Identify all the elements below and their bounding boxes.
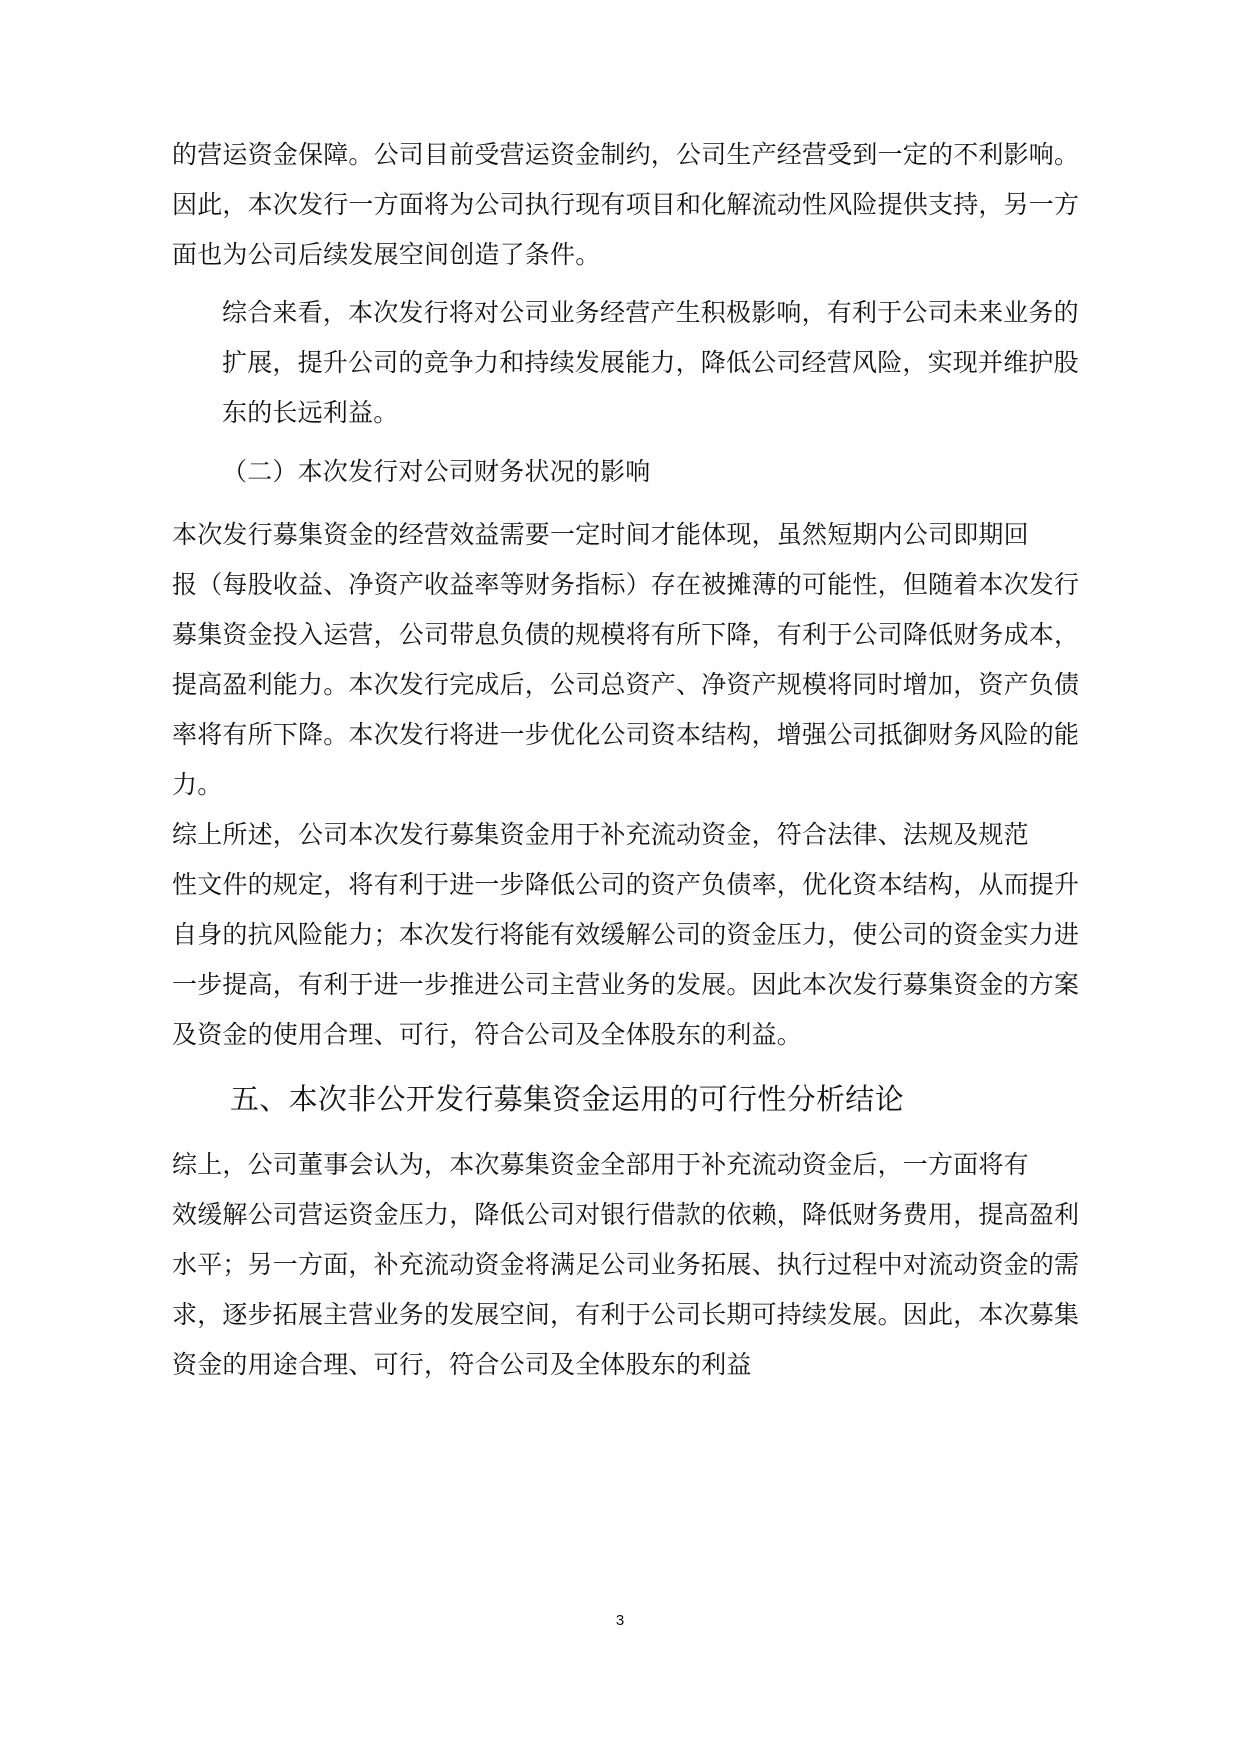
text-line: 效缓解公司营运资金压力，降低公司对银行借款的依赖，降低财务费用，提高盈利	[172, 1200, 1080, 1229]
text-line: 自身的抗风险能力；本次发行将能有效缓解公司的资金压力，使公司的资金实力进	[172, 920, 1080, 949]
text-line: 资金的用途合理、可行，符合公司及全体股东的利益	[172, 1350, 752, 1379]
text-line: 综上，公司董事会认为，本次募集资金全部用于补充流动资金后，一方面将有	[172, 1150, 1029, 1179]
text-line: 提高盈利能力。本次发行完成后，公司总资产、净资产规模将同时增加，资产负债	[172, 670, 1080, 699]
text-line: 因此，本次发行一方面将为公司执行现有项目和化解流动性风险提供支持，另一方	[172, 190, 1080, 219]
text-line: 的营运资金保障。公司目前受营运资金制约，公司生产经营受到一定的不利影响。	[172, 140, 1080, 169]
subsection-heading: （二）本次发行对公司财务状况的影响	[222, 457, 651, 486]
text-line: 性文件的规定，将有利于进一步降低公司的资产负债率，优化资本结构，从而提升	[172, 870, 1080, 899]
text-line: 力。	[172, 770, 223, 799]
text-line: 综合来看，本次发行将对公司业务经营产生积极影响，有利于公司未来业务的	[222, 298, 1079, 327]
text-line: 水平；另一方面，补充流动资金将满足公司业务拓展、执行过程中对流动资金的需	[172, 1250, 1080, 1279]
text-line: 东的长远利益。	[222, 398, 399, 427]
text-line: 本次发行募集资金的经营效益需要一定时间才能体现，虽然短期内公司即期回	[172, 520, 1029, 549]
text-line: 报（每股收益、净资产收益率等财务指标）存在被摊薄的可能性，但随着本次发行	[172, 570, 1080, 599]
text-line: 一步提高，有利于进一步推进公司主营业务的发展。因此本次发行募集资金的方案	[172, 970, 1080, 999]
text-line: 面也为公司后续发展空间创造了条件。	[172, 240, 601, 269]
text-line: 及资金的使用合理、可行，符合公司及全体股东的利益。	[172, 1020, 803, 1049]
text-line: 综上所述，公司本次发行募集资金用于补充流动资金，符合法律、法规及规范	[172, 820, 1029, 849]
text-line: 募集资金投入运营，公司带息负债的规模将有所下降，有利于公司降低财务成本，	[172, 620, 1080, 649]
text-line: 扩展，提升公司的竞争力和持续发展能力，降低公司经营风险，实现并维护股	[222, 348, 1079, 377]
section-heading: 五、本次非公开发行募集资金运用的可行性分析结论	[230, 1082, 904, 1116]
text-line: 求，逐步拓展主营业务的发展空间，有利于公司长期可持续发展。因此，本次募集	[172, 1300, 1080, 1329]
text-line: 率将有所下降。本次发行将进一步优化公司资本结构，增强公司抵御财务风险的能	[172, 720, 1080, 749]
page-number: 3	[615, 1612, 625, 1629]
